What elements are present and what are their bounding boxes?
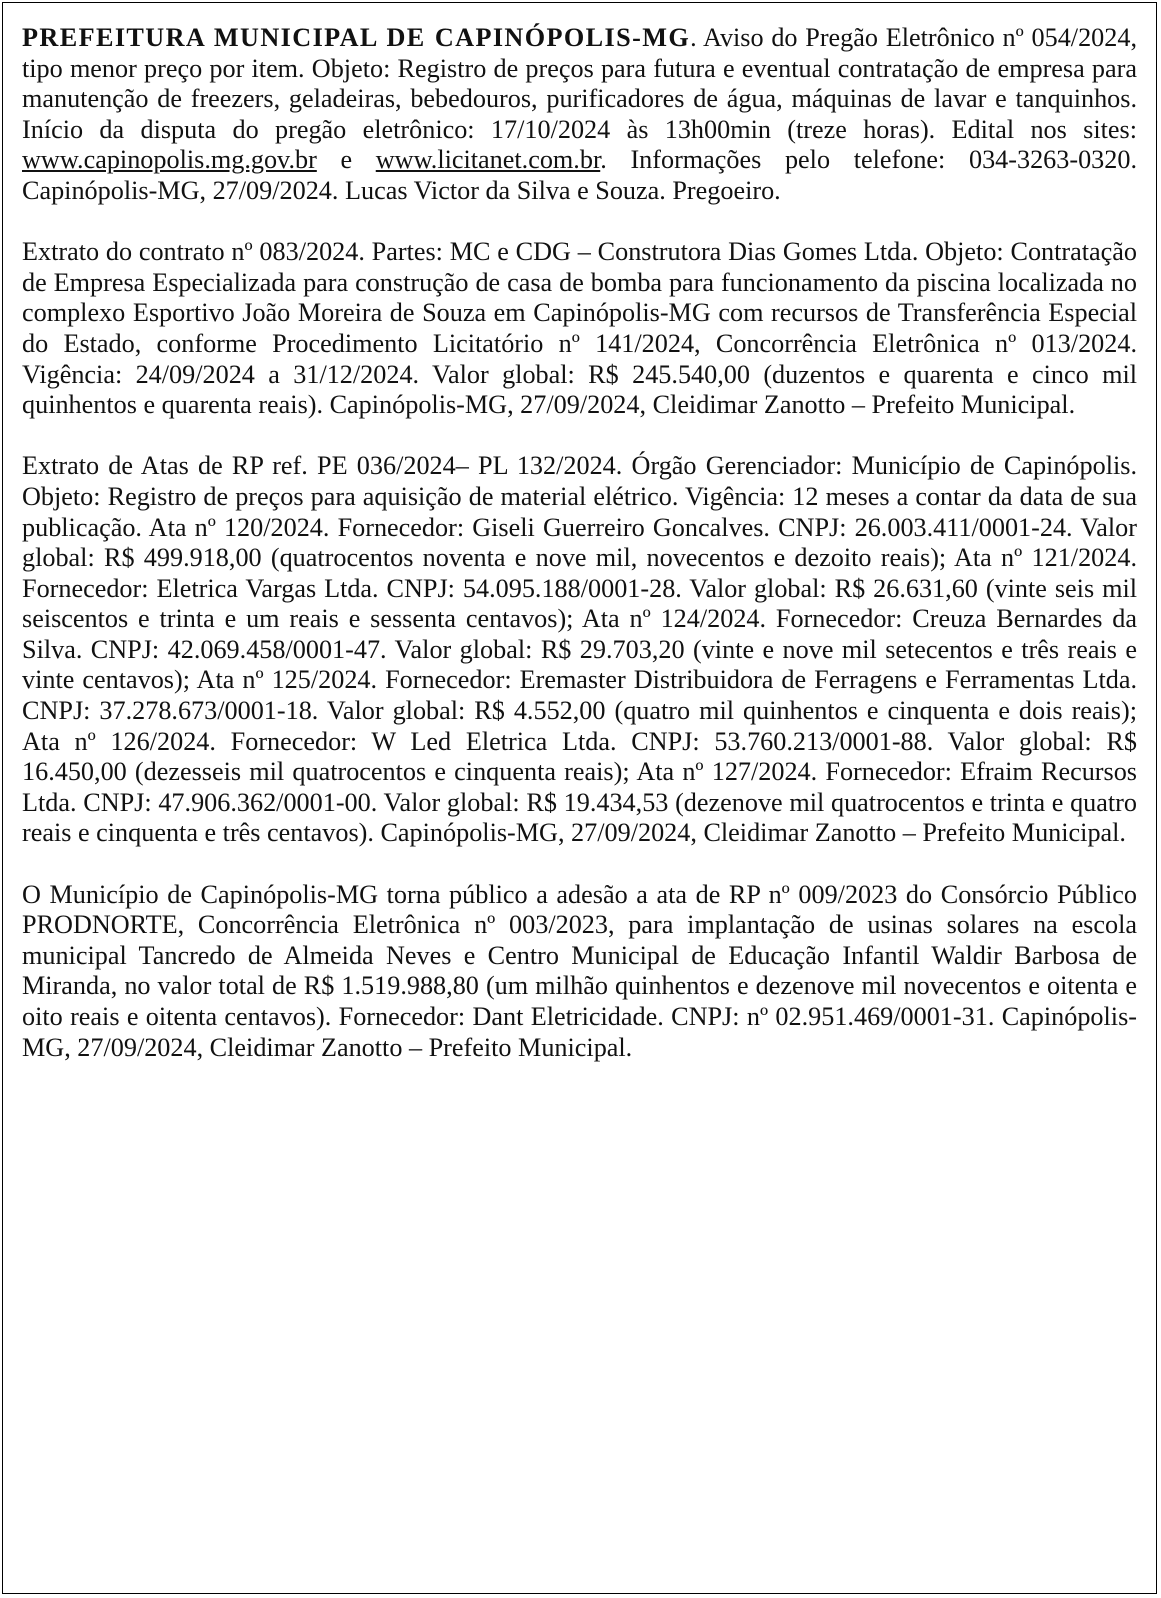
notice-adesao-ata: O Município de Capinópolis-MG torna público a adesão a ata de RP nº 009/2023 do Consórcio Público PRODNORTE, Concorrência Eletrônica nº 003/2023, para implantação de usinas solares na escola municipal Tancredo de Almeida Neves e Centro Municipal de Educação Infantil Waldir Barbosa de Miranda, no valor total de R$ 1.519.988,80 (um milhão quinhentos e dezenove mil novecentos e oitenta e oito reais e oitenta centavos). Fornecedor: Dant Eletricidade. CNPJ: nº 02.951.469/0001-31. Capinópolis-MG, 27/09/2024, Cleidimar Zanotto – Prefeito Municipal. <box>22 879 1137 1062</box>
notice-extrato-atas: Extrato de Atas de RP ref. PE 036/2024– PL 132/2024. Órgão Gerenciador: Município de Capinópolis. Objeto: Registro de preços para aquisição de material elétrico. Vigência: 12 meses a contar da data de sua publicação. Ata nº 120/2024. Fornecedor: Giseli Guerreiro Goncalves. CNPJ: 26.003.411/0001-24. Valor global: R$ 499.918,00 (quatrocentos noventa e nove mil, novecentos e dezoito reais); Ata nº 121/2024. Fornecedor: Eletrica Vargas Ltda. CNPJ: 54.095.188/0001-28. Valor global: R$ 26.631,60 (vinte seis mil seiscentos e trinta e um reais e sessenta centavos); Ata nº 124/2024. Fornecedor: Creuza Bernardes da Silva. CNPJ: 42.069.458/0001-47. Valor global: R$ 29.703,20 (vinte e nove mil setecentos e três reais e vinte centavos); Ata nº 125/2024. Fornecedor: Eremaster Distribuidora de Ferragens e Ferramentas Ltda. CNPJ: 37.278.673/0001-18. Valor global: R$ 4.552,00 (quatro mil quinhentos e cinquenta e dois reais); Ata nº 126/2024. Fornecedor: W Led Eletrica Ltda. CNPJ: 53.760.213/0001-88. Valor global: R$ 16.450,00 (dezesseis mil quatrocentos e cinquenta reais); Ata nº 127/2024. Fornecedor: Efraim Recursos Ltda. CNPJ: 47.906.362/0001-00. Valor global: R$ 19.434,53 (dezenove mil quatrocentos e trinta e quatro reais e cinquenta e três centavos). Capinópolis-MG, 27/09/2024, Cleidimar Zanotto – Prefeito Municipal. <box>22 451 1137 848</box>
notice-pregao-eletronico <box>22 23 1137 207</box>
notice-pregao-text-b: e <box>316 145 376 175</box>
link-capinopolis-site[interactable]: www.capinopolis.mg.gov.br <box>22 145 317 175</box>
link-licitanet-site[interactable]: www.licitanet.com.br <box>375 145 601 175</box>
notice-extrato-contrato: Extrato do contrato nº 083/2024. Partes: MC e CDG – Construtora Dias Gomes Ltda. Objeto: Contratação de Empresa Especializada para construção de casa de bomba para funcionamento da piscina localizada no complexo Esportivo João Moreira de Souza em Capinópolis-MG com recursos de Transferência Especial do Estado, conforme Procedimento Licitatório nº 141/2024, Concorrência Eletrônica nº 013/2024. Vigência: 24/09/2024 a 31/12/2024. Valor global: R$ 245.540,00 (duzentos e quarenta e cinco mil quinhentos e quarenta reais). Capinópolis-MG, 27/09/2024, Cleidimar Zanotto – Prefeito Municipal. <box>22 237 1137 420</box>
notice-pregao-text-a: . Aviso do Pregão Eletrônico nº 054/2024, tipo menor preço por item. Objeto: Registro de preços para futura e eventual contratação de empresa para manutenção de freezers, geladeiras, bebedouros, purificadores de água, máquinas de lavar e tanquinhos. Início da disputa do pregão eletrônico: 17/10/2024 às 13h00min (treze horas). Edital nos sites: <box>22 23 1137 144</box>
notice-pregao-text-c: . Informações pelo telefone: 034-3263-0320. Capinópolis-MG, 27/09/2024. Lucas Victor da Silva e Souza. Pregoeiro. <box>22 145 1137 205</box>
prefeitura-heading: PREFEITURA MUNICIPAL DE CAPINÓPOLIS-MG <box>22 23 691 52</box>
notice-frame <box>2 2 1157 1594</box>
